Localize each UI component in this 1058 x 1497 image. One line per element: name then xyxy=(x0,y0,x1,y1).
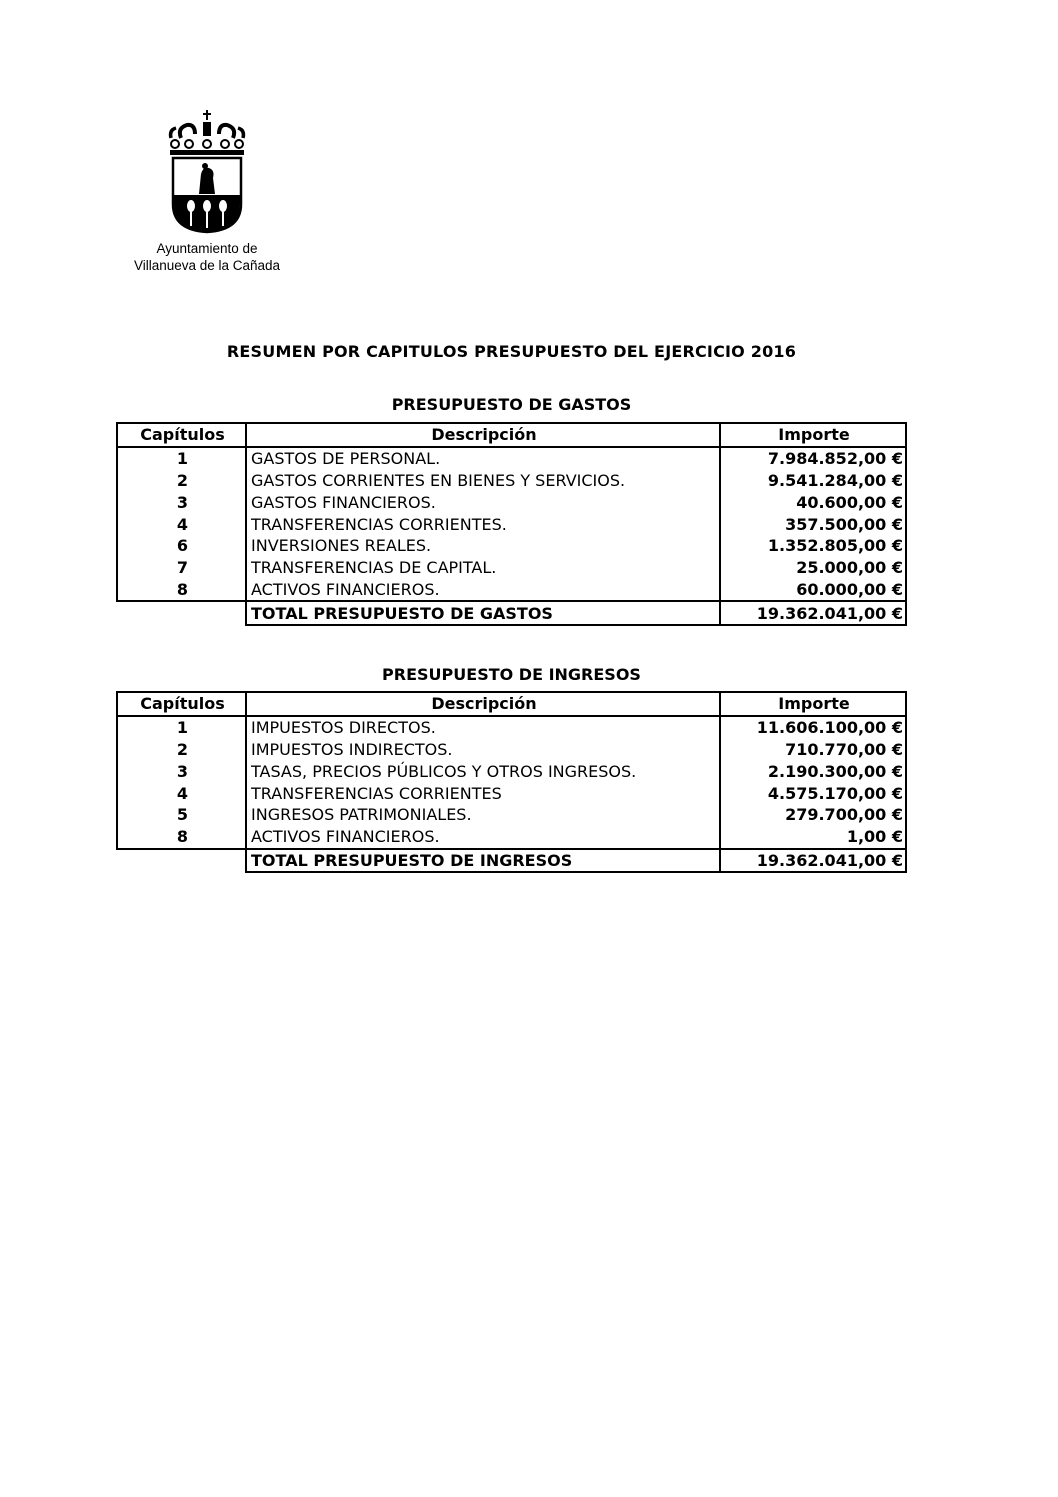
chapter-number: 6 xyxy=(117,535,246,557)
chapter-description: GASTOS FINANCIEROS. xyxy=(246,491,720,513)
document-title: RESUMEN POR CAPITULOS PRESUPUESTO DEL EJERCICIO 2016 xyxy=(226,342,797,361)
total-amount: 19.362.041,00 € xyxy=(720,601,906,625)
chapter-number: 2 xyxy=(117,470,246,492)
chapter-description: ACTIVOS FINANCIEROS. xyxy=(246,826,720,849)
chapter-number: 7 xyxy=(117,557,246,579)
table-row xyxy=(117,826,906,849)
chapter-amount: 40.600,00 € xyxy=(720,491,906,513)
table-row xyxy=(117,782,906,804)
chapter-number: 1 xyxy=(117,447,246,470)
gastos-table xyxy=(116,422,907,626)
chapter-description: TRANSFERENCIAS CORRIENTES. xyxy=(246,513,720,535)
chapter-number: 2 xyxy=(117,739,246,761)
table-row xyxy=(117,535,906,557)
chapter-description: INVERSIONES REALES. xyxy=(246,535,720,557)
table-header-row xyxy=(117,423,906,447)
table-row xyxy=(117,739,906,761)
chapter-amount: 4.575.170,00 € xyxy=(720,782,906,804)
chapter-description: TRANSFERENCIAS CORRIENTES xyxy=(246,782,720,804)
chapter-amount: 11.606.100,00 € xyxy=(720,716,906,739)
chapter-amount: 25.000,00 € xyxy=(720,557,906,579)
chapter-amount: 357.500,00 € xyxy=(720,513,906,535)
ingresos-section-title: PRESUPUESTO DE INGRESOS xyxy=(382,665,641,684)
ingresos-table xyxy=(116,691,907,873)
chapter-description: ACTIVOS FINANCIEROS. xyxy=(246,579,720,602)
chapter-number: 8 xyxy=(117,579,246,602)
table-row xyxy=(117,557,906,579)
chapter-description: GASTOS DE PERSONAL. xyxy=(246,447,720,470)
chapter-amount: 710.770,00 € xyxy=(720,739,906,761)
total-label: TOTAL PRESUPUESTO DE INGRESOS xyxy=(246,849,720,873)
chapter-number: 5 xyxy=(117,804,246,826)
chapter-description: GASTOS CORRIENTES EN BIENES Y SERVICIOS. xyxy=(246,470,720,492)
chapter-amount: 60.000,00 € xyxy=(720,579,906,602)
table-row xyxy=(117,491,906,513)
chapter-number: 3 xyxy=(117,760,246,782)
gastos-section-title: PRESUPUESTO DE GASTOS xyxy=(391,395,632,414)
table-row xyxy=(117,760,906,782)
chapter-description: TASAS, PRECIOS PÚBLICOS Y OTROS INGRESOS. xyxy=(246,760,720,782)
chapter-description: IMPUESTOS DIRECTOS. xyxy=(246,716,720,739)
column-header-importe: Importe xyxy=(720,692,906,716)
table-row xyxy=(117,804,906,826)
table-row xyxy=(117,579,906,602)
table-header-row xyxy=(117,692,906,716)
chapter-number: 3 xyxy=(117,491,246,513)
column-header-capitulos: Capítulos xyxy=(117,423,246,447)
chapter-number: 4 xyxy=(117,782,246,804)
org-name-line1: Ayuntamiento de xyxy=(156,241,258,256)
chapter-description: INGRESOS PATRIMONIALES. xyxy=(246,804,720,826)
chapter-number: 4 xyxy=(117,513,246,535)
chapter-amount: 279.700,00 € xyxy=(720,804,906,826)
column-header-descripcion: Descripción xyxy=(246,423,720,447)
total-row xyxy=(117,849,906,873)
total-amount: 19.362.041,00 € xyxy=(720,849,906,873)
column-header-importe: Importe xyxy=(720,423,906,447)
table-row xyxy=(117,470,906,492)
table-row xyxy=(117,513,906,535)
chapter-amount: 9.541.284,00 € xyxy=(720,470,906,492)
municipal-logo xyxy=(112,108,302,274)
total-row xyxy=(117,601,906,625)
chapter-amount: 2.190.300,00 € xyxy=(720,760,906,782)
chapter-amount: 1.352.805,00 € xyxy=(720,535,906,557)
column-header-capitulos: Capítulos xyxy=(117,692,246,716)
coat-of-arms-icon xyxy=(167,108,247,234)
chapter-number: 1 xyxy=(117,716,246,739)
chapter-amount: 7.984.852,00 € xyxy=(720,447,906,470)
org-name-line2: Villanueva de la Cañada xyxy=(133,258,281,273)
chapter-description: IMPUESTOS INDIRECTOS. xyxy=(246,739,720,761)
table-row xyxy=(117,447,906,470)
table-row xyxy=(117,716,906,739)
total-label: TOTAL PRESUPUESTO DE GASTOS xyxy=(246,601,720,625)
chapter-number: 8 xyxy=(117,826,246,849)
chapter-amount: 1,00 € xyxy=(720,826,906,849)
chapter-description: TRANSFERENCIAS DE CAPITAL. xyxy=(246,557,720,579)
column-header-descripcion: Descripción xyxy=(246,692,720,716)
